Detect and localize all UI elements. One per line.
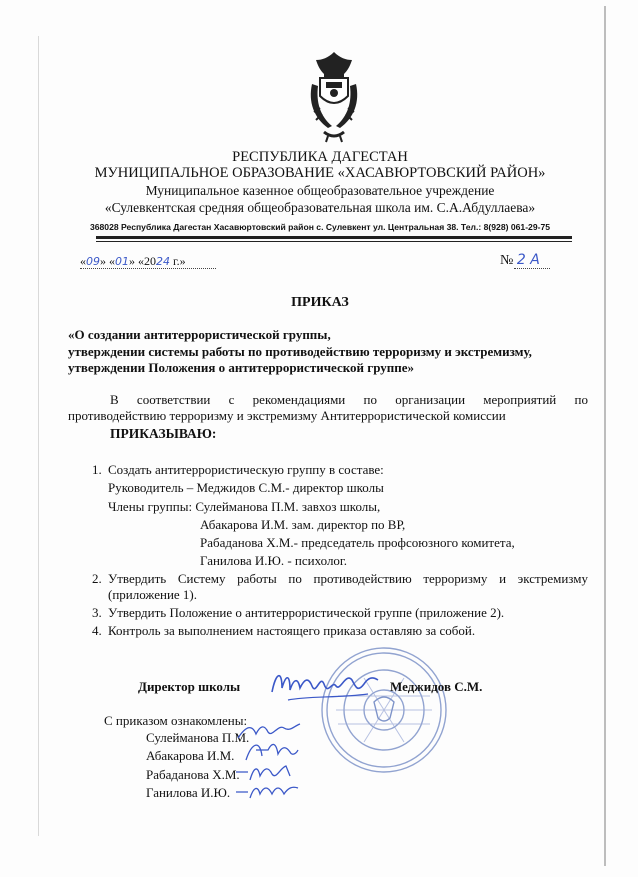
preamble-word: рекомендациями <box>252 392 346 407</box>
preamble-line-1 <box>110 392 588 408</box>
item-2-word: Утвердить <box>108 571 167 586</box>
page-edge-right <box>604 6 606 866</box>
preamble-word: соответствии <box>136 392 211 407</box>
preamble-word: организации <box>395 392 466 407</box>
coat-of-arms-emblem <box>298 48 370 146</box>
item-1-text: Создать антитеррористическую группу в составе: <box>108 462 384 477</box>
date-year: 24 <box>156 255 170 268</box>
item-2-word: противодействию <box>313 571 412 586</box>
preamble-word: по <box>574 392 588 407</box>
order-number-label: № <box>500 253 514 268</box>
item-4-number: 4. <box>92 623 102 638</box>
item-2-word: работы <box>237 571 277 586</box>
order-number-underline <box>514 268 550 269</box>
item-4-text: Контроль за выполнением настоящего приказа оставляю за собой. <box>108 623 476 638</box>
item-1-member-2: Абакарова И.М. зам. директор по ВР, <box>200 517 406 532</box>
date-quote-open: « <box>80 254 86 268</box>
subject-line-1: «О создании антитеррористической группы, <box>68 327 331 342</box>
date-month: 01 <box>115 255 129 268</box>
preamble-word: мероприятий <box>483 392 557 407</box>
date-suffix: г.» <box>170 254 186 268</box>
order-word: ПРИКАЗЫВАЮ: <box>110 426 217 441</box>
item-2-line-1 <box>108 571 588 587</box>
item-2-line-2: (приложение 1). <box>108 587 198 602</box>
item-1-member-3: Рабаданова Х.М.- председатель профсоюзного комитета, <box>200 535 515 550</box>
item-2-number: 2. <box>92 571 102 586</box>
date-underline <box>80 268 216 269</box>
director-position: Директор школы <box>138 679 241 694</box>
document-title: ПРИКАЗ <box>291 295 349 310</box>
header-address: 368028 Республика Дагестан Хасавюртовский район с. Сулевкент ул. Центральная 38. Тел.: 8(928) 061-29-75 <box>89 222 551 232</box>
subject-line-3: утверждении Положения о антитеррористической группе» <box>68 360 414 375</box>
item-1-number: 1. <box>92 462 102 477</box>
item-2-word: Систему <box>177 571 226 586</box>
preamble-word: по <box>363 392 377 407</box>
date-line <box>80 254 186 269</box>
item-1-leader: Руководитель – Меджидов С.М.- директор школы <box>108 480 384 495</box>
signature-4 <box>232 778 302 802</box>
date-day: 09 <box>86 255 100 268</box>
item-2-word: экстремизму <box>517 571 588 586</box>
preamble-word: В <box>110 392 119 407</box>
page-edge-left <box>38 36 39 836</box>
acknowledged-name-4: Ганилова И.Ю. <box>146 785 231 800</box>
header-republic: РЕСПУБЛИКА ДАГЕСТАН <box>232 149 408 165</box>
item-2-word: терроризму <box>423 571 488 586</box>
item-2-word: и <box>499 571 507 586</box>
item-1-member-4: Ганилова И.Ю. - психолог. <box>200 553 348 568</box>
director-signature <box>268 662 388 710</box>
header-municipality: МУНИЦИПАЛЬНОЕ ОБРАЗОВАНИЕ «ХАСАВЮРТОВСКИЙ РАЙОН» <box>94 165 546 181</box>
order-number-value: 2 А <box>516 252 540 268</box>
preamble-line-2: противодействию терроризму и экстремизму Антитеррористической комиссии <box>68 408 506 423</box>
date-quote-mid: » « <box>100 254 115 268</box>
acknowledged-name-3: Рабаданова Х.М. <box>146 767 240 782</box>
item-2-word: по <box>288 571 302 586</box>
header-rule-thick <box>96 236 572 239</box>
preamble-word: с <box>228 392 235 407</box>
subject-line-2: утверждении системы работы по противодействию терроризму и экстремизму, <box>68 344 532 359</box>
item-1-members: Члены группы: Сулейманова П.М. завхоз школы, <box>108 499 381 514</box>
date-year-prefix: » «20 <box>129 254 156 268</box>
header-institution-type: Муниципальное казенное общеобразовательное учреждение <box>145 183 495 198</box>
acknowledged-name-1: Сулейманова П.М. <box>146 730 250 745</box>
item-3-text: Утвердить Положение о антитеррористической группе (приложение 2). <box>108 605 505 620</box>
header-rule-thin <box>96 241 572 242</box>
director-name: Меджидов С.М. <box>390 679 483 694</box>
acknowledgement-label: С приказом ознакомлены: <box>104 713 248 728</box>
header-school-name: «Сулевкентская средняя общеобразовательная школа им. С.А.Абдуллаева» <box>104 200 536 215</box>
order-number <box>500 252 540 269</box>
item-3-number: 3. <box>92 605 102 620</box>
acknowledged-name-2: Абакарова И.М. <box>146 748 235 763</box>
